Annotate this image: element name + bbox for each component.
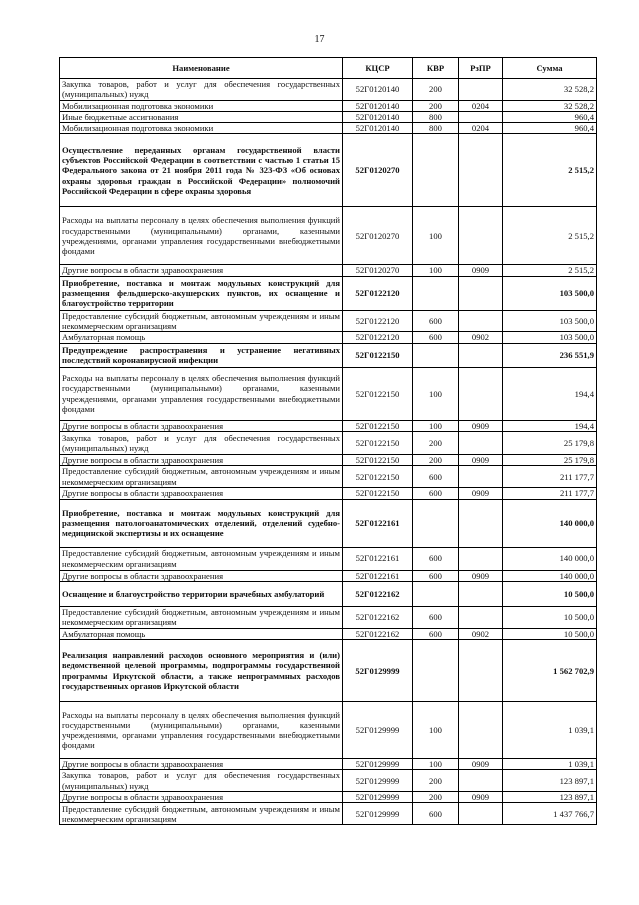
row-kvr-cell <box>413 499 459 547</box>
row-kcsr-cell: 52Г0122150 <box>343 466 413 488</box>
row-rzpr-cell <box>459 499 503 547</box>
header-kcsr: КЦСР <box>343 58 413 79</box>
row-kcsr-cell: 52Г0122120 <box>343 332 413 343</box>
row-kcsr-cell: 52Г0120270 <box>343 207 413 265</box>
row-name-cell: Закупка товаров, работ и услуг для обеспечения государственных (муниципальных) нужд <box>60 431 343 454</box>
table-row <box>60 759 597 770</box>
row-rzpr-cell: 0204 <box>459 123 503 134</box>
table-header <box>60 58 597 79</box>
table-row <box>60 431 597 454</box>
table-row <box>60 420 597 431</box>
row-kcsr-cell: 52Г0129999 <box>343 759 413 770</box>
row-kvr-cell: 600 <box>413 570 459 581</box>
row-kcsr-cell: 52Г0122150 <box>343 454 413 465</box>
row-sum-cell: 140 000,0 <box>503 547 597 570</box>
table-row <box>60 702 597 759</box>
table-row <box>60 454 597 465</box>
row-name-cell: Предоставление субсидий бюджетным, автономным учреждениям и иным некоммерческим организациям <box>60 803 343 825</box>
header-sum: Сумма <box>503 58 597 79</box>
row-name-cell: Приобретение, поставка и монтаж модульных конструкций для размещения патологоанатомических отделений, отделений судебно-медицинской экспертизы и их оснащение <box>60 499 343 547</box>
row-sum-cell: 32 528,2 <box>503 100 597 111</box>
row-name-cell: Закупка товаров, работ и услуг для обеспечения государственных (муниципальных) нужд <box>60 79 343 101</box>
row-name-cell: Предоставление субсидий бюджетным, автономным учреждениям и иным некоммерческим организациям <box>60 466 343 488</box>
table-row <box>60 499 597 547</box>
table-row <box>60 488 597 499</box>
row-kvr-cell: 200 <box>413 792 459 803</box>
row-name-cell: Расходы на выплаты персоналу в целях обеспечения выполнения функций государственными (муниципальными) органами, казенными учреждениями, органами управления государственными внебюджетными фондами <box>60 207 343 265</box>
row-sum-cell: 123 897,1 <box>503 792 597 803</box>
row-name-cell: Предоставление субсидий бюджетным, автономным учреждениям и иным некоммерческим организациям <box>60 547 343 570</box>
table-row <box>60 343 597 367</box>
table-row <box>60 640 597 702</box>
table-row <box>60 606 597 628</box>
row-kvr-cell: 100 <box>413 420 459 431</box>
row-kcsr-cell: 52Г0122162 <box>343 606 413 628</box>
row-name-cell: Предоставление субсидий бюджетным, автономным учреждениям и иным некоммерческим организациям <box>60 606 343 628</box>
row-kvr-cell: 200 <box>413 770 459 792</box>
row-kvr-cell: 800 <box>413 111 459 122</box>
row-rzpr-cell: 0909 <box>459 488 503 499</box>
row-kcsr-cell: 52Г0122120 <box>343 310 413 332</box>
row-kcsr-cell: 52Г0122150 <box>343 367 413 420</box>
row-kvr-cell: 100 <box>413 265 459 276</box>
row-name-cell: Мобилизационная подготовка экономики <box>60 100 343 111</box>
row-rzpr-cell <box>459 803 503 825</box>
row-rzpr-cell <box>459 770 503 792</box>
row-kcsr-cell: 52Г0120140 <box>343 123 413 134</box>
table-row <box>60 581 597 606</box>
row-name-cell: Другие вопросы в области здравоохранения <box>60 420 343 431</box>
row-kcsr-cell: 52Г0122162 <box>343 628 413 639</box>
row-kcsr-cell: 52Г0122161 <box>343 570 413 581</box>
row-name-cell: Приобретение, поставка и монтаж модульных конструкций для размещения фельдшерско-акушерских пунктов, их оснащение и благоустройство территории <box>60 276 343 310</box>
row-sum-cell: 2 515,2 <box>503 134 597 207</box>
row-sum-cell: 194,4 <box>503 367 597 420</box>
row-sum-cell: 2 515,2 <box>503 265 597 276</box>
row-name-cell: Другие вопросы в области здравоохранения <box>60 759 343 770</box>
row-rzpr-cell <box>459 207 503 265</box>
header-rzpr: РзПР <box>459 58 503 79</box>
row-name-cell: Другие вопросы в области здравоохранения <box>60 454 343 465</box>
row-rzpr-cell: 0909 <box>459 792 503 803</box>
row-kcsr-cell: 52Г0120270 <box>343 265 413 276</box>
row-kcsr-cell: 52Г0129999 <box>343 702 413 759</box>
row-sum-cell: 211 177,7 <box>503 466 597 488</box>
row-kcsr-cell: 52Г0122161 <box>343 499 413 547</box>
row-kvr-cell: 800 <box>413 123 459 134</box>
page-number: 17 <box>314 34 325 45</box>
row-rzpr-cell <box>459 640 503 702</box>
budget-table <box>59 57 597 825</box>
row-sum-cell: 1 039,1 <box>503 759 597 770</box>
row-name-cell: Расходы на выплаты персоналу в целях обеспечения выполнения функций государственными (муниципальными) органами, казенными учреждениями, органами управления государственными внебюджетными фондами <box>60 702 343 759</box>
row-rzpr-cell <box>459 79 503 101</box>
row-name-cell: Другие вопросы в области здравоохранения <box>60 265 343 276</box>
table-row <box>60 134 597 207</box>
row-name-cell: Мобилизационная подготовка экономики <box>60 123 343 134</box>
row-sum-cell: 1 437 766,7 <box>503 803 597 825</box>
row-name-cell: Предоставление субсидий бюджетным, автономным учреждениям и иным некоммерческим организациям <box>60 310 343 332</box>
row-kcsr-cell: 52Г0129999 <box>343 770 413 792</box>
row-kcsr-cell: 52Г0122150 <box>343 431 413 454</box>
row-rzpr-cell: 0909 <box>459 570 503 581</box>
row-rzpr-cell <box>459 310 503 332</box>
row-name-cell: Осуществление переданных органам государственной власти субъектов Российской Федерации в соответствии с частью 1 статьи 15 Федерального закона от 21 ноября 2011 года № 323-ФЗ «Об основах охраны здоровья граждан в Российской Федерации» полномочий Российской Федерации в сфере охраны здоровья <box>60 134 343 207</box>
row-sum-cell: 140 000,0 <box>503 499 597 547</box>
row-name-cell: Иные бюджетные ассигнования <box>60 111 343 122</box>
row-kvr-cell: 100 <box>413 759 459 770</box>
row-kvr-cell: 600 <box>413 310 459 332</box>
row-sum-cell: 211 177,7 <box>503 488 597 499</box>
row-kcsr-cell: 52Г0129999 <box>343 792 413 803</box>
row-rzpr-cell <box>459 547 503 570</box>
row-kvr-cell: 600 <box>413 488 459 499</box>
row-kcsr-cell: 52Г0122161 <box>343 547 413 570</box>
row-kvr-cell <box>413 134 459 207</box>
row-name-cell: Оснащение и благоустройство территории врачебных амбулаторий <box>60 581 343 606</box>
row-rzpr-cell <box>459 111 503 122</box>
row-kcsr-cell: 52Г0129999 <box>343 640 413 702</box>
row-name-cell: Амбулаторная помощь <box>60 332 343 343</box>
row-kcsr-cell: 52Г0120140 <box>343 111 413 122</box>
row-name-cell: Другие вопросы в области здравоохранения <box>60 792 343 803</box>
row-kvr-cell: 600 <box>413 466 459 488</box>
row-rzpr-cell: 0909 <box>459 454 503 465</box>
row-kcsr-cell: 52Г0120140 <box>343 100 413 111</box>
row-kvr-cell: 100 <box>413 207 459 265</box>
row-kvr-cell: 100 <box>413 367 459 420</box>
row-kcsr-cell: 52Г0122150 <box>343 343 413 367</box>
row-sum-cell: 103 500,0 <box>503 332 597 343</box>
row-kvr-cell <box>413 343 459 367</box>
row-name-cell: Предупреждение распространения и устранение негативных последствий коронавирусной инфекции <box>60 343 343 367</box>
row-sum-cell: 103 500,0 <box>503 276 597 310</box>
row-kvr-cell <box>413 640 459 702</box>
table-row <box>60 265 597 276</box>
table-row <box>60 111 597 122</box>
row-kcsr-cell: 52Г0120270 <box>343 134 413 207</box>
row-kcsr-cell: 52Г0120140 <box>343 79 413 101</box>
row-name-cell: Другие вопросы в области здравоохранения <box>60 570 343 581</box>
table-row <box>60 332 597 343</box>
table-row <box>60 547 597 570</box>
row-kvr-cell: 600 <box>413 803 459 825</box>
row-sum-cell: 1 039,1 <box>503 702 597 759</box>
row-kvr-cell: 200 <box>413 100 459 111</box>
row-rzpr-cell <box>459 606 503 628</box>
row-kvr-cell <box>413 276 459 310</box>
table-body <box>60 79 597 825</box>
row-sum-cell: 32 528,2 <box>503 79 597 101</box>
row-kvr-cell: 200 <box>413 431 459 454</box>
row-sum-cell: 2 515,2 <box>503 207 597 265</box>
row-sum-cell: 103 500,0 <box>503 310 597 332</box>
row-sum-cell: 140 000,0 <box>503 570 597 581</box>
table-row <box>60 310 597 332</box>
row-sum-cell: 1 562 702,9 <box>503 640 597 702</box>
table-row <box>60 79 597 101</box>
row-rzpr-cell: 0909 <box>459 420 503 431</box>
table-row <box>60 276 597 310</box>
row-rzpr-cell <box>459 134 503 207</box>
row-rzpr-cell <box>459 367 503 420</box>
row-rzpr-cell: 0204 <box>459 100 503 111</box>
row-name-cell: Амбулаторная помощь <box>60 628 343 639</box>
row-rzpr-cell <box>459 343 503 367</box>
row-kvr-cell: 600 <box>413 547 459 570</box>
table-row <box>60 100 597 111</box>
row-kcsr-cell: 52Г0129999 <box>343 803 413 825</box>
row-sum-cell: 123 897,1 <box>503 770 597 792</box>
table-row <box>60 123 597 134</box>
row-name-cell: Расходы на выплаты персоналу в целях обеспечения выполнения функций государственными (муниципальными) органами, казенными учреждениями, органами управления государственными внебюджетными фондами <box>60 367 343 420</box>
header-name: Наименование <box>60 58 343 79</box>
row-sum-cell: 10 500,0 <box>503 628 597 639</box>
row-sum-cell: 960,4 <box>503 111 597 122</box>
row-kvr-cell: 600 <box>413 628 459 639</box>
table-row <box>60 792 597 803</box>
row-kcsr-cell: 52Г0122120 <box>343 276 413 310</box>
row-kvr-cell <box>413 581 459 606</box>
table-row <box>60 570 597 581</box>
table-row <box>60 207 597 265</box>
row-kvr-cell: 200 <box>413 79 459 101</box>
row-kcsr-cell: 52Г0122150 <box>343 420 413 431</box>
row-kvr-cell: 600 <box>413 332 459 343</box>
header-kvr: КВР <box>413 58 459 79</box>
row-sum-cell: 10 500,0 <box>503 581 597 606</box>
table-row <box>60 628 597 639</box>
row-rzpr-cell <box>459 431 503 454</box>
row-sum-cell: 960,4 <box>503 123 597 134</box>
row-rzpr-cell: 0909 <box>459 759 503 770</box>
row-sum-cell: 25 179,8 <box>503 431 597 454</box>
row-kvr-cell: 600 <box>413 606 459 628</box>
row-rzpr-cell <box>459 276 503 310</box>
row-sum-cell: 25 179,8 <box>503 454 597 465</box>
row-sum-cell: 194,4 <box>503 420 597 431</box>
row-rzpr-cell <box>459 702 503 759</box>
table-row <box>60 466 597 488</box>
row-rzpr-cell <box>459 466 503 488</box>
row-kvr-cell: 200 <box>413 454 459 465</box>
table-row <box>60 770 597 792</box>
table-row <box>60 803 597 825</box>
table-row <box>60 367 597 420</box>
row-kvr-cell: 100 <box>413 702 459 759</box>
row-name-cell: Закупка товаров, работ и услуг для обеспечения государственных (муниципальных) нужд <box>60 770 343 792</box>
row-sum-cell: 10 500,0 <box>503 606 597 628</box>
row-rzpr-cell: 0909 <box>459 265 503 276</box>
row-name-cell: Другие вопросы в области здравоохранения <box>60 488 343 499</box>
row-rzpr-cell <box>459 581 503 606</box>
row-name-cell: Реализация направлений расходов основного мероприятия и (или) ведомственной целевой программы, подпрограммы государственной программы Иркутской области, а также непрограммных расходов государственных органов Иркутской области <box>60 640 343 702</box>
row-rzpr-cell: 0902 <box>459 628 503 639</box>
row-rzpr-cell: 0902 <box>459 332 503 343</box>
row-sum-cell: 236 551,9 <box>503 343 597 367</box>
row-kcsr-cell: 52Г0122162 <box>343 581 413 606</box>
row-kcsr-cell: 52Г0122150 <box>343 488 413 499</box>
